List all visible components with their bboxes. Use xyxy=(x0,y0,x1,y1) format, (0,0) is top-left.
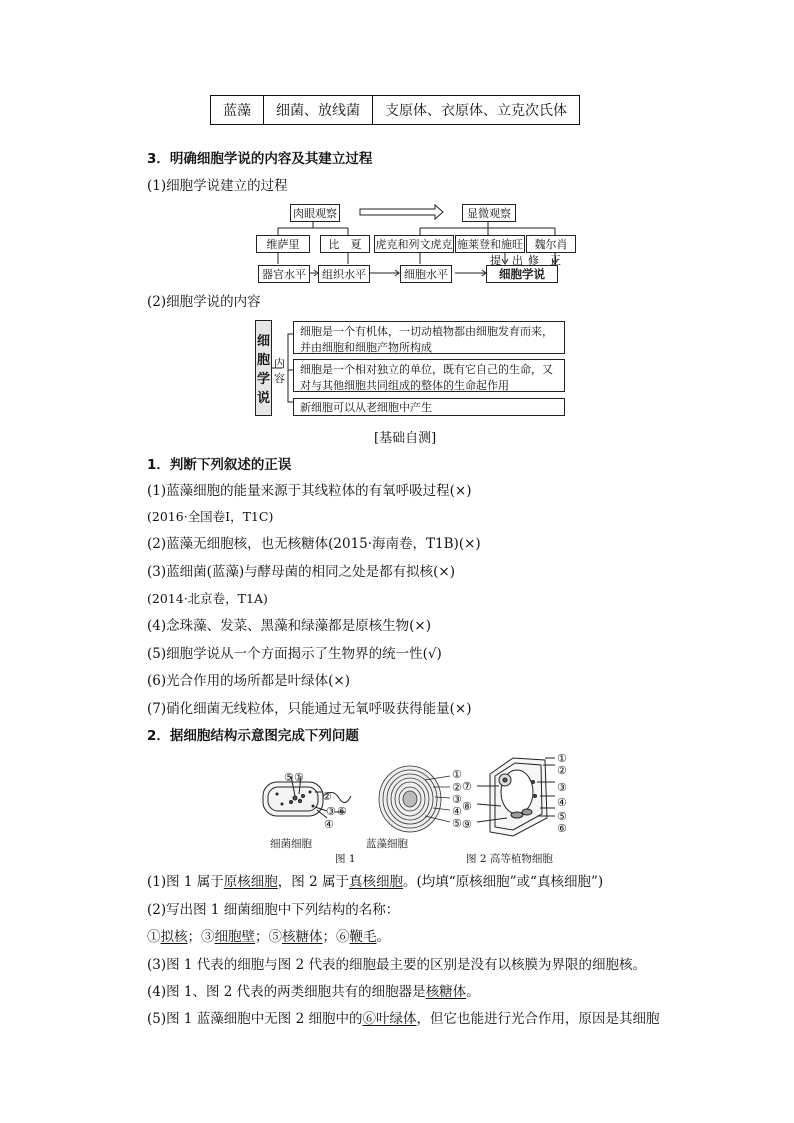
plant-label-7: ⑦ xyxy=(462,780,472,793)
figure2-caption: 图 2 高等植物细胞 xyxy=(466,853,553,865)
virchow-box: 魏尔肖 xyxy=(526,235,576,253)
question1-item: (5)细胞学说从一个方面揭示了生物界的统一性(√) xyxy=(147,646,442,662)
plant-label-2: ② xyxy=(557,764,567,777)
cell-theory-box: 细胞学说 xyxy=(486,265,558,283)
bacteria-label-2: ② xyxy=(322,790,332,803)
cyano-caption: 蓝藻细胞 xyxy=(366,838,408,850)
question1-item: (4)念珠藻、发菜、黑藻和绿藻都是原核生物(×) xyxy=(147,618,431,634)
bacteria-label-4: ④ xyxy=(324,818,334,831)
schleiden-box: 施莱登和施旺 xyxy=(455,235,525,253)
content-item-2: 细胞是一个相对独立的单位，既有它自己的生命，又对与其他细胞共同组成的整体的生命起作用 xyxy=(293,359,565,392)
plant-label-6: ⑥ xyxy=(557,822,567,835)
answer-2-items: ①拟核；③细胞壁；⑤核糖体；⑥鞭毛。 xyxy=(147,929,390,945)
question1-title: 1．判断下列叙述的正误 xyxy=(147,457,292,473)
table-cell: 支原体、衣原体、立克次氏体 xyxy=(385,103,567,119)
answer-2-prompt: (2)写出图 1 细菌细胞中下列结构的名称： xyxy=(147,902,400,918)
question2-title: 2．据细胞结构示意图完成下列问题 xyxy=(147,728,359,744)
content-item-1: 细胞是一个有机体，一切动植物都由细胞发育而来，并由细胞和细胞产物所构成 xyxy=(293,321,565,354)
question1-item: (1)蓝藻细胞的能量来源于其线粒体的有氧呼吸过程(×) xyxy=(147,483,472,499)
table-cell: 细菌、放线菌 xyxy=(264,96,373,124)
bacteria-label-3: ③ xyxy=(326,805,336,818)
vesalius-box: 维萨里 xyxy=(256,235,310,253)
table-cell: 蓝藻 xyxy=(211,96,264,124)
cyano-label-2: ② xyxy=(452,781,462,794)
figure1-caption: 图 1 xyxy=(335,853,356,865)
organ-level-box: 器官水平 xyxy=(258,265,310,283)
cell-theory-vertical-label: 细 胞 学 说 xyxy=(255,320,272,416)
bacteria-label-1: ① xyxy=(294,771,304,784)
answer-3: (3)图 1 代表的细胞与图 2 代表的细胞最主要的区别是没有以核膜为界限的细胞核。 xyxy=(147,957,646,973)
section3-title: 3．明确细胞学说的内容及其建立过程 xyxy=(147,151,373,167)
bichat-box: 比 夏 xyxy=(320,235,370,253)
plant-label-4: ④ xyxy=(557,796,567,809)
plant-label-1: ① xyxy=(557,752,567,765)
tissue-level-box: 组织水平 xyxy=(318,265,370,283)
question1-item: (6)光合作用的场所都是叶绿体(×) xyxy=(147,673,350,689)
subsection2-title: (2)细胞学说的内容 xyxy=(147,294,261,310)
plant-label-3: ③ xyxy=(557,781,567,794)
subsection1-title: (1)细胞学说建立的过程 xyxy=(147,178,288,194)
revise-label: 修 正 xyxy=(528,254,561,267)
cell-level-box: 细胞水平 xyxy=(400,265,452,283)
hooke-box: 虎克和列文虎克 xyxy=(374,235,454,253)
content-inner-label: 内 容 xyxy=(274,357,285,385)
cyano-label-5: ⑤ xyxy=(452,817,462,830)
cyanobacteria-cell-drawing xyxy=(379,766,450,832)
naked-eye-box: 肉眼观察 xyxy=(290,204,340,222)
cyano-label-4: ④ xyxy=(452,805,462,818)
propose-label: 提 出 xyxy=(490,254,523,267)
self-test-heading: [基础自测] xyxy=(374,431,437,446)
answer-1: (1)图 1 属于原核细胞，图 2 属于真核细胞。(均填“原核细胞”或“真核细胞”) xyxy=(147,874,604,890)
plant-label-5: ⑤ xyxy=(557,810,567,823)
cyano-label-1: ① xyxy=(452,768,462,781)
plant-label-9: ⑨ xyxy=(462,818,472,831)
classification-table xyxy=(210,95,580,125)
plant-label-8: ⑧ xyxy=(462,800,472,813)
question1-source: (2016·全国卷Ⅰ，T1C) xyxy=(147,509,274,524)
plant-cell-drawing xyxy=(477,758,555,836)
content-item-3: 新细胞可以从老细胞中产生 xyxy=(293,398,565,416)
question1-source: (2014·北京卷，T1A) xyxy=(147,591,268,606)
bacteria-label-6: ⑥ xyxy=(337,805,347,818)
microscope-box: 显微观察 xyxy=(462,204,516,222)
cyano-label-3: ③ xyxy=(452,793,462,806)
question1-item: (3)蓝细菌(蓝藻)与酵母菌的相同之处是都有拟核(×) xyxy=(147,564,456,580)
question1-item: (2)蓝藻无细胞核，也无核糖体(2015·海南卷，T1B)(×) xyxy=(147,536,481,552)
answer-4: (4)图 1、图 2 代表的两类细胞共有的细胞器是核糖体。 xyxy=(147,984,480,1000)
bacteria-label-5: ⑤ xyxy=(284,771,294,784)
answer-5: (5)图 1 蓝藻细胞中无图 2 细胞中的⑥叶绿体，但它也能进行光合作用，原因是其细胞 xyxy=(147,1011,660,1027)
question1-item: (7)硝化细菌无线粒体，只能通过无氧呼吸获得能量(×) xyxy=(147,701,472,717)
bacteria-caption: 细菌细胞 xyxy=(270,838,312,850)
